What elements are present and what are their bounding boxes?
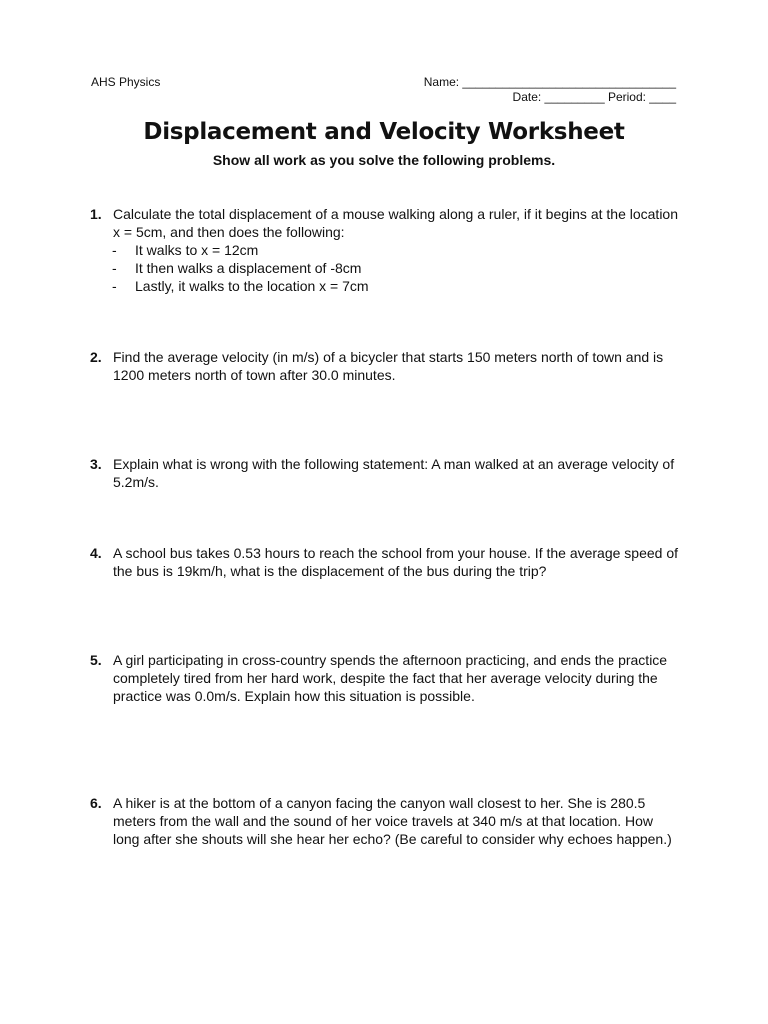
step-text: It walks to x = 12cm [135, 242, 259, 258]
problem-5 [90, 651, 680, 705]
list-item: - Lastly, it walks to the location x = 7cm [112, 278, 369, 294]
step-text: It then walks a displacement of -8cm [135, 260, 362, 276]
problem-number: 2. [90, 349, 102, 365]
worksheet-instructions: Show all work as you solve the following problems. [212, 152, 556, 168]
problem-steps [90, 241, 680, 295]
problem-text: Explain what is wrong with the following statement: A man walked at an average velocity of 5.2m/s. [113, 456, 675, 490]
list-item: - It walks to x = 12cm [112, 242, 259, 258]
problem-6 [90, 794, 680, 848]
problem-text: Find the average velocity (in m/s) of a bicycler that starts 150 meters north of town and is 1200 meters north of town after 30.0 minutes. [113, 349, 664, 383]
list-item: - It then walks a displacement of -8cm [112, 260, 362, 276]
problem-text: Calculate the total displacement of a mouse walking along a ruler, if it begins at the location x = 5cm, and then does the following: [113, 206, 678, 240]
student-info-fields [424, 75, 676, 105]
problem-number: 3. [90, 456, 102, 472]
problem-number: 4. [90, 545, 102, 561]
step-text: Lastly, it walks to the location x = 7cm [135, 278, 369, 294]
problem-text: A hiker is at the bottom of a canyon facing the canyon wall closest to her. She is 280.5 meters from the wall and the sound of her voice travels at 340 m/s at that location. How long after she shouts will she hear her echo? (Be careful to consider why echoes happen.) [113, 795, 672, 847]
problem-1 [90, 205, 680, 295]
problem-text: A girl participating in cross-country spends the afternoon practicing, and ends the practice completely tired from her hard work, despite the fact that her average velocity during the practice was 0.0m/s. Explain how this situation is possible. [113, 652, 668, 704]
problem-4 [90, 544, 680, 580]
problem-number: 6. [90, 795, 102, 811]
problem-3 [90, 455, 680, 491]
problem-number: 5. [90, 652, 102, 668]
date-period-line: Date: _________ Period: ____ [512, 90, 676, 104]
problem-number: 1. [90, 206, 102, 222]
course-label: AHS Physics [91, 75, 161, 89]
worksheet-title: Displacement and Velocity Worksheet [143, 119, 625, 145]
name-line: Name: ________________________________ [423, 75, 676, 89]
problem-text: A school bus takes 0.53 hours to reach the school from your house. If the average speed of the bus is 19km/h, what is the displacement of the bus during the trip? [113, 545, 679, 579]
problem-2 [90, 348, 680, 384]
